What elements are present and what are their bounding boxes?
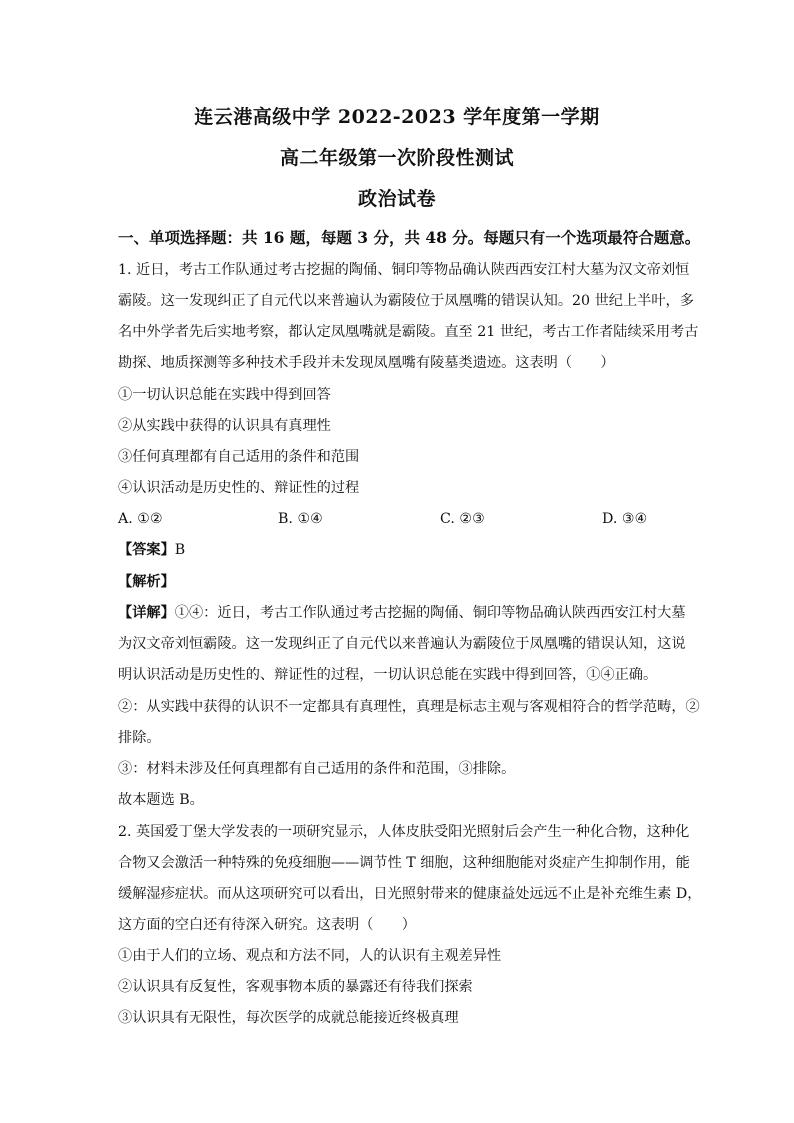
q1-stem-line: 1. 近日，考古工作队通过考古挖掘的陶俑、铜印等物品确认陕西西安江村大墓为汉文帝刘恒 xyxy=(118,262,690,278)
q1-option-a: A. ①② xyxy=(118,511,163,527)
q2-stem-line: 缓解湿疹症状。而从这项研究可以看出，日光照射带来的健康益处远远不止是补充维生素 D， xyxy=(118,886,702,902)
q1-options xyxy=(118,509,678,529)
q2-item: ②认识具有反复性，客观事物本质的暴露还有待我们探索 xyxy=(118,979,473,995)
q1-option-b: B. ①④ xyxy=(278,511,323,527)
detail-text: ①④：近日，考古工作队通过考古挖掘的陶俑、铜印等物品确认陕西西安江村大墓 xyxy=(174,605,686,621)
q1-explain-line: ③：材料未涉及任何真理都有自己适用的条件和范围，③排除。 xyxy=(118,761,516,777)
analysis-label: 【解析】 xyxy=(118,574,175,590)
exam-subtitle: 高二年级第一次阶段性测试 xyxy=(279,147,514,169)
q1-answer xyxy=(118,540,718,560)
exam-title: 连云港高级中学 2022-2023 学年度第一学期 xyxy=(194,106,600,128)
answer-value: B xyxy=(174,542,186,558)
q1-detail-line xyxy=(118,603,718,623)
q1-item: ③任何真理都有自己适用的条件和范围 xyxy=(118,449,360,465)
q2-item: ③认识具有无限性，每次医学的成就总能接近终极真理 xyxy=(118,1010,459,1026)
answer-label: 【答案】 xyxy=(118,542,175,558)
q2-stem-line: 合物又会激活一种特殊的免疫细胞——调节性 T 细胞，这种细胞能对炎症产生抑制作用，能 xyxy=(118,855,690,871)
q1-detail-line: 为汉文帝刘恒霸陵。这一发现纠正了自元代以来普遍认为霸陵位于凤凰嘴的错误认知，这说 xyxy=(118,636,686,652)
q1-item: ①一切认识总能在实践中得到回答 xyxy=(118,387,331,403)
q1-stem-line: 名中外学者先后实地考察，都认定凤凰嘴就是霸陵。直至 21 世纪，考古工作者陆续采用考古 xyxy=(118,324,699,340)
q1-option-c: C. ②③ xyxy=(440,511,485,527)
q1-analysis-label xyxy=(118,572,718,592)
section-heading: 一、单项选择题：共 16 题，每题 3 分，共 48 分。每题只有一个选项最符合题意。 xyxy=(118,228,701,247)
q2-stem-line: 这方面的空白还有待深入研究。这表明（ ） xyxy=(118,917,416,933)
q1-explain-line: ②：从实践中获得的认识不一定都具有真理性，真理是标志主观与客观相符合的哲学范畴，② xyxy=(118,699,700,715)
exam-subject: 政治试卷 xyxy=(357,188,436,210)
q1-stem-line: 霸陵。这一发现纠正了自元代以来普遍认为霸陵位于凤凰嘴的错误认知。20 世纪上半叶，多 xyxy=(118,293,694,309)
q1-item: ②从实践中获得的认识具有真理性 xyxy=(118,418,331,434)
q1-item: ④认识活动是历史性的、辩证性的过程 xyxy=(118,480,360,496)
detail-label: 【详解】 xyxy=(118,605,175,621)
q1-stem-line: 勘探、地质探测等多种技术手段并未发现凤凰嘴有陵墓类遗迹。这表明（ ） xyxy=(118,355,615,371)
q1-explain-line: 排除。 xyxy=(118,730,161,746)
q2-item: ①由于人们的立场、观点和方法不同，人的认识有主观差异性 xyxy=(118,948,502,964)
q1-detail-line: 明认识活动是历史性的、辩证性的过程，一切认识总能在实践中得到回答，①④正确。 xyxy=(118,667,658,683)
q2-stem-line: 2. 英国爱丁堡大学发表的一项研究显示，人体皮肤受阳光照射后会产生一种化合物，这种化 xyxy=(118,824,690,840)
q1-conclusion: 故本题选 B。 xyxy=(118,792,204,808)
q1-option-d: D. ③④ xyxy=(602,511,648,527)
